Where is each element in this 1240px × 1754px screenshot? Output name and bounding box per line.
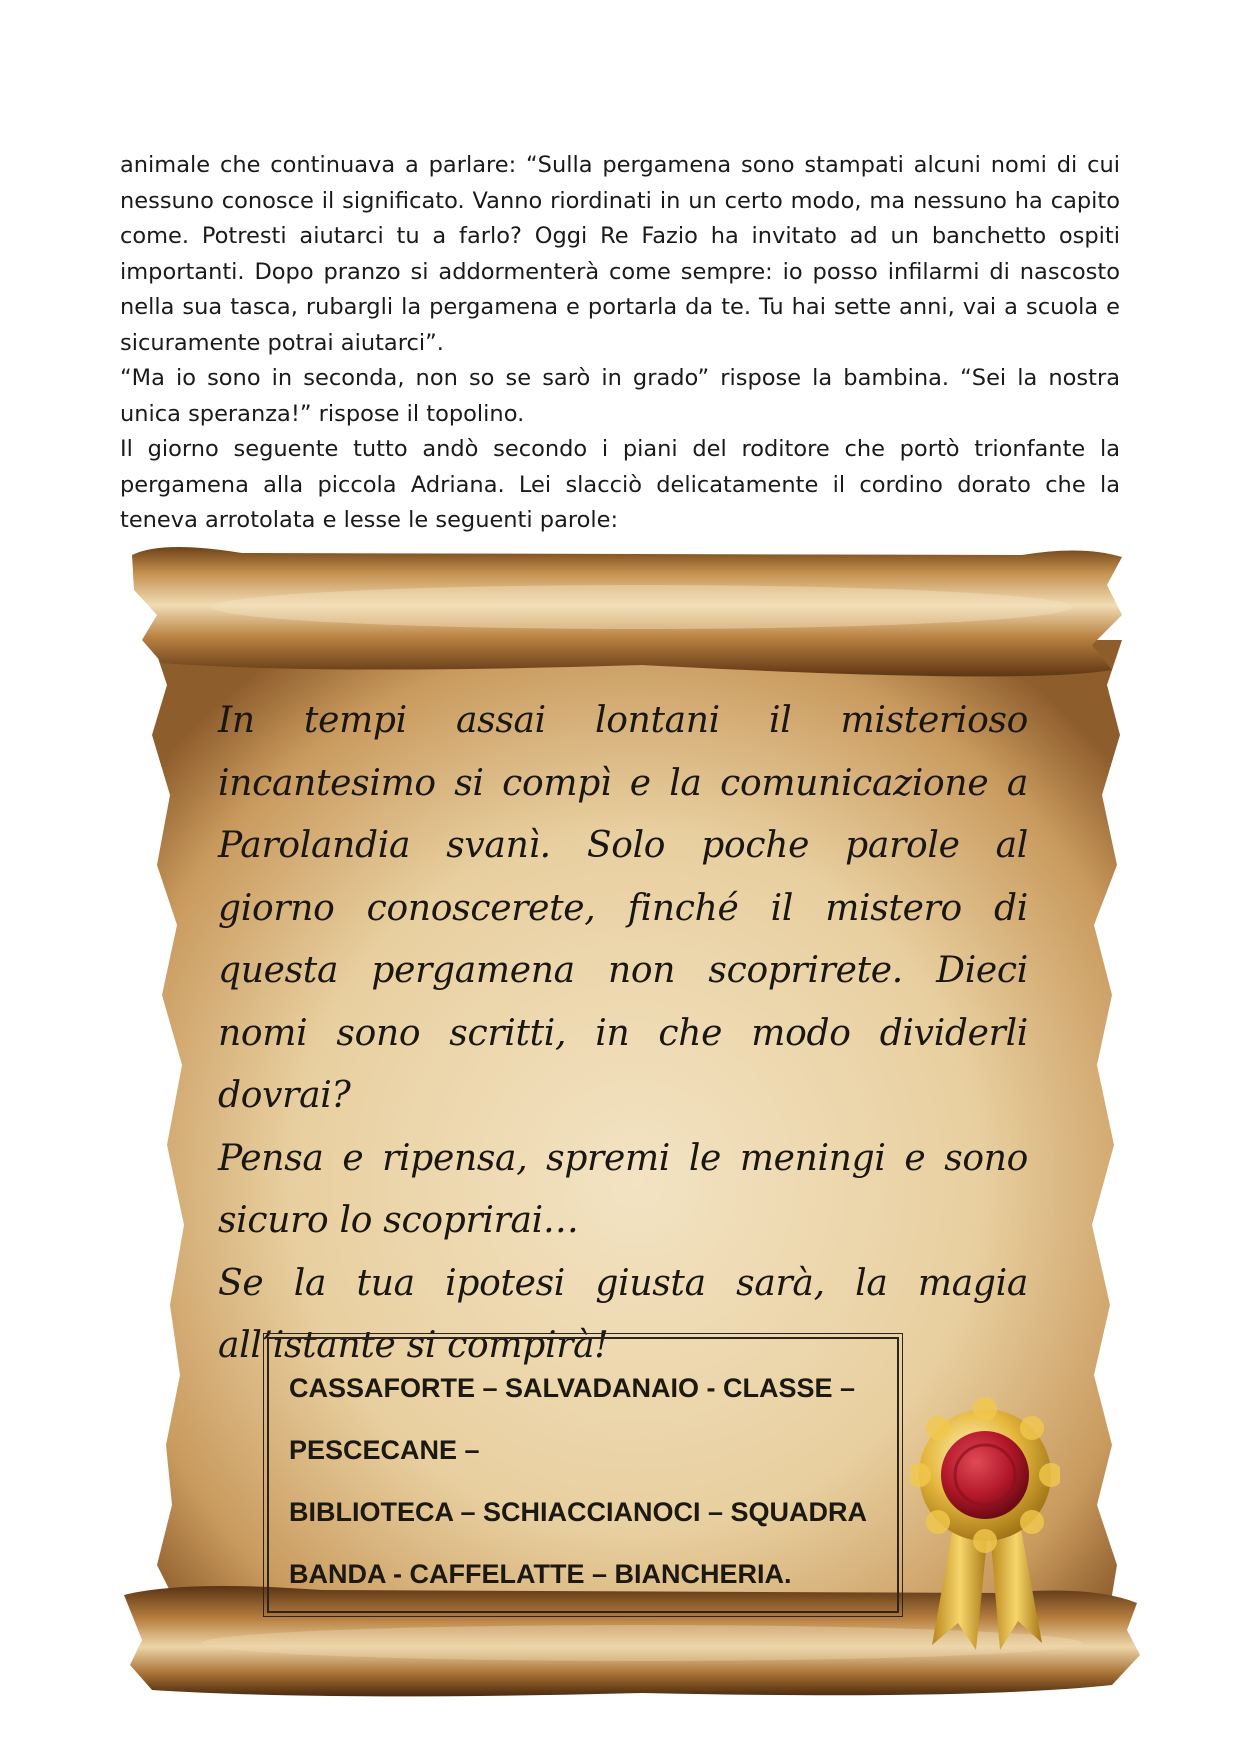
story-paragraph: “Ma io sono in seconda, non so se sarò in grado” rispose la bambina. “Sei la nostra unica speranza!” rispose il topolino. [120,365,1120,427]
names-row: PESCECANE – [289,1435,480,1465]
poem-stanza: Se la tua ipotesi giusta sarà, la magia all’istante si compirà! [218,1262,1028,1366]
names-row: BANDA - CAFFELATTE – BIANCHERIA. [289,1559,792,1589]
names-row: CASSAFORTE – SALVADANAIO - CLASSE – [289,1373,856,1403]
poem-stanza: In tempi assai lontani il misterioso incantesimo si compì e la comunicazione a Parolandia svanì. Solo poche parole al giorno conoscerete, finché il mistero di questa pergamena non scoprirete. Dieci nomi sono scritti, in che modo dividerli dovrai? [218,700,1028,1116]
story-text [120,148,1120,539]
names-box [267,1337,899,1613]
story-paragraph: Il giorno seguente tutto andò secondo i piani del roditore che portò trionfante la pergamena alla piccola Adriana. Lei slacciò delicatamente il cordino dorato che la teneva arrotolata e lesse le seguenti parole: [120,436,1120,533]
poem-stanza: Pensa e ripensa, spremi le meningi e sono sicuro lo scoprirai… [218,1137,1028,1241]
poem-text [218,690,1028,1378]
names-row: BIBLIOTECA – SCHIACCIANOCI – SQUADRA [289,1497,868,1527]
wax-seal-icon [910,1395,1060,1655]
story-paragraph: animale che continuava a parlare: “Sulla pergamena sono stampati alcuni nomi di cui nessuno conosce il significato. Vanno riordinati in un certo modo, ma nessuno ha capito come. Potresti aiutarci tu a farlo? Oggi Re Fazio ha invitato ad un banchetto ospiti importanti. Dopo pranzo si addormenterà come sempre: io posso infilarmi di nascosto nella sua tasca, rubargli la pergamena e portarla da te. Tu hai sette anni, vai a scuola e sicuramente potrai aiutarci”. [120,152,1120,356]
